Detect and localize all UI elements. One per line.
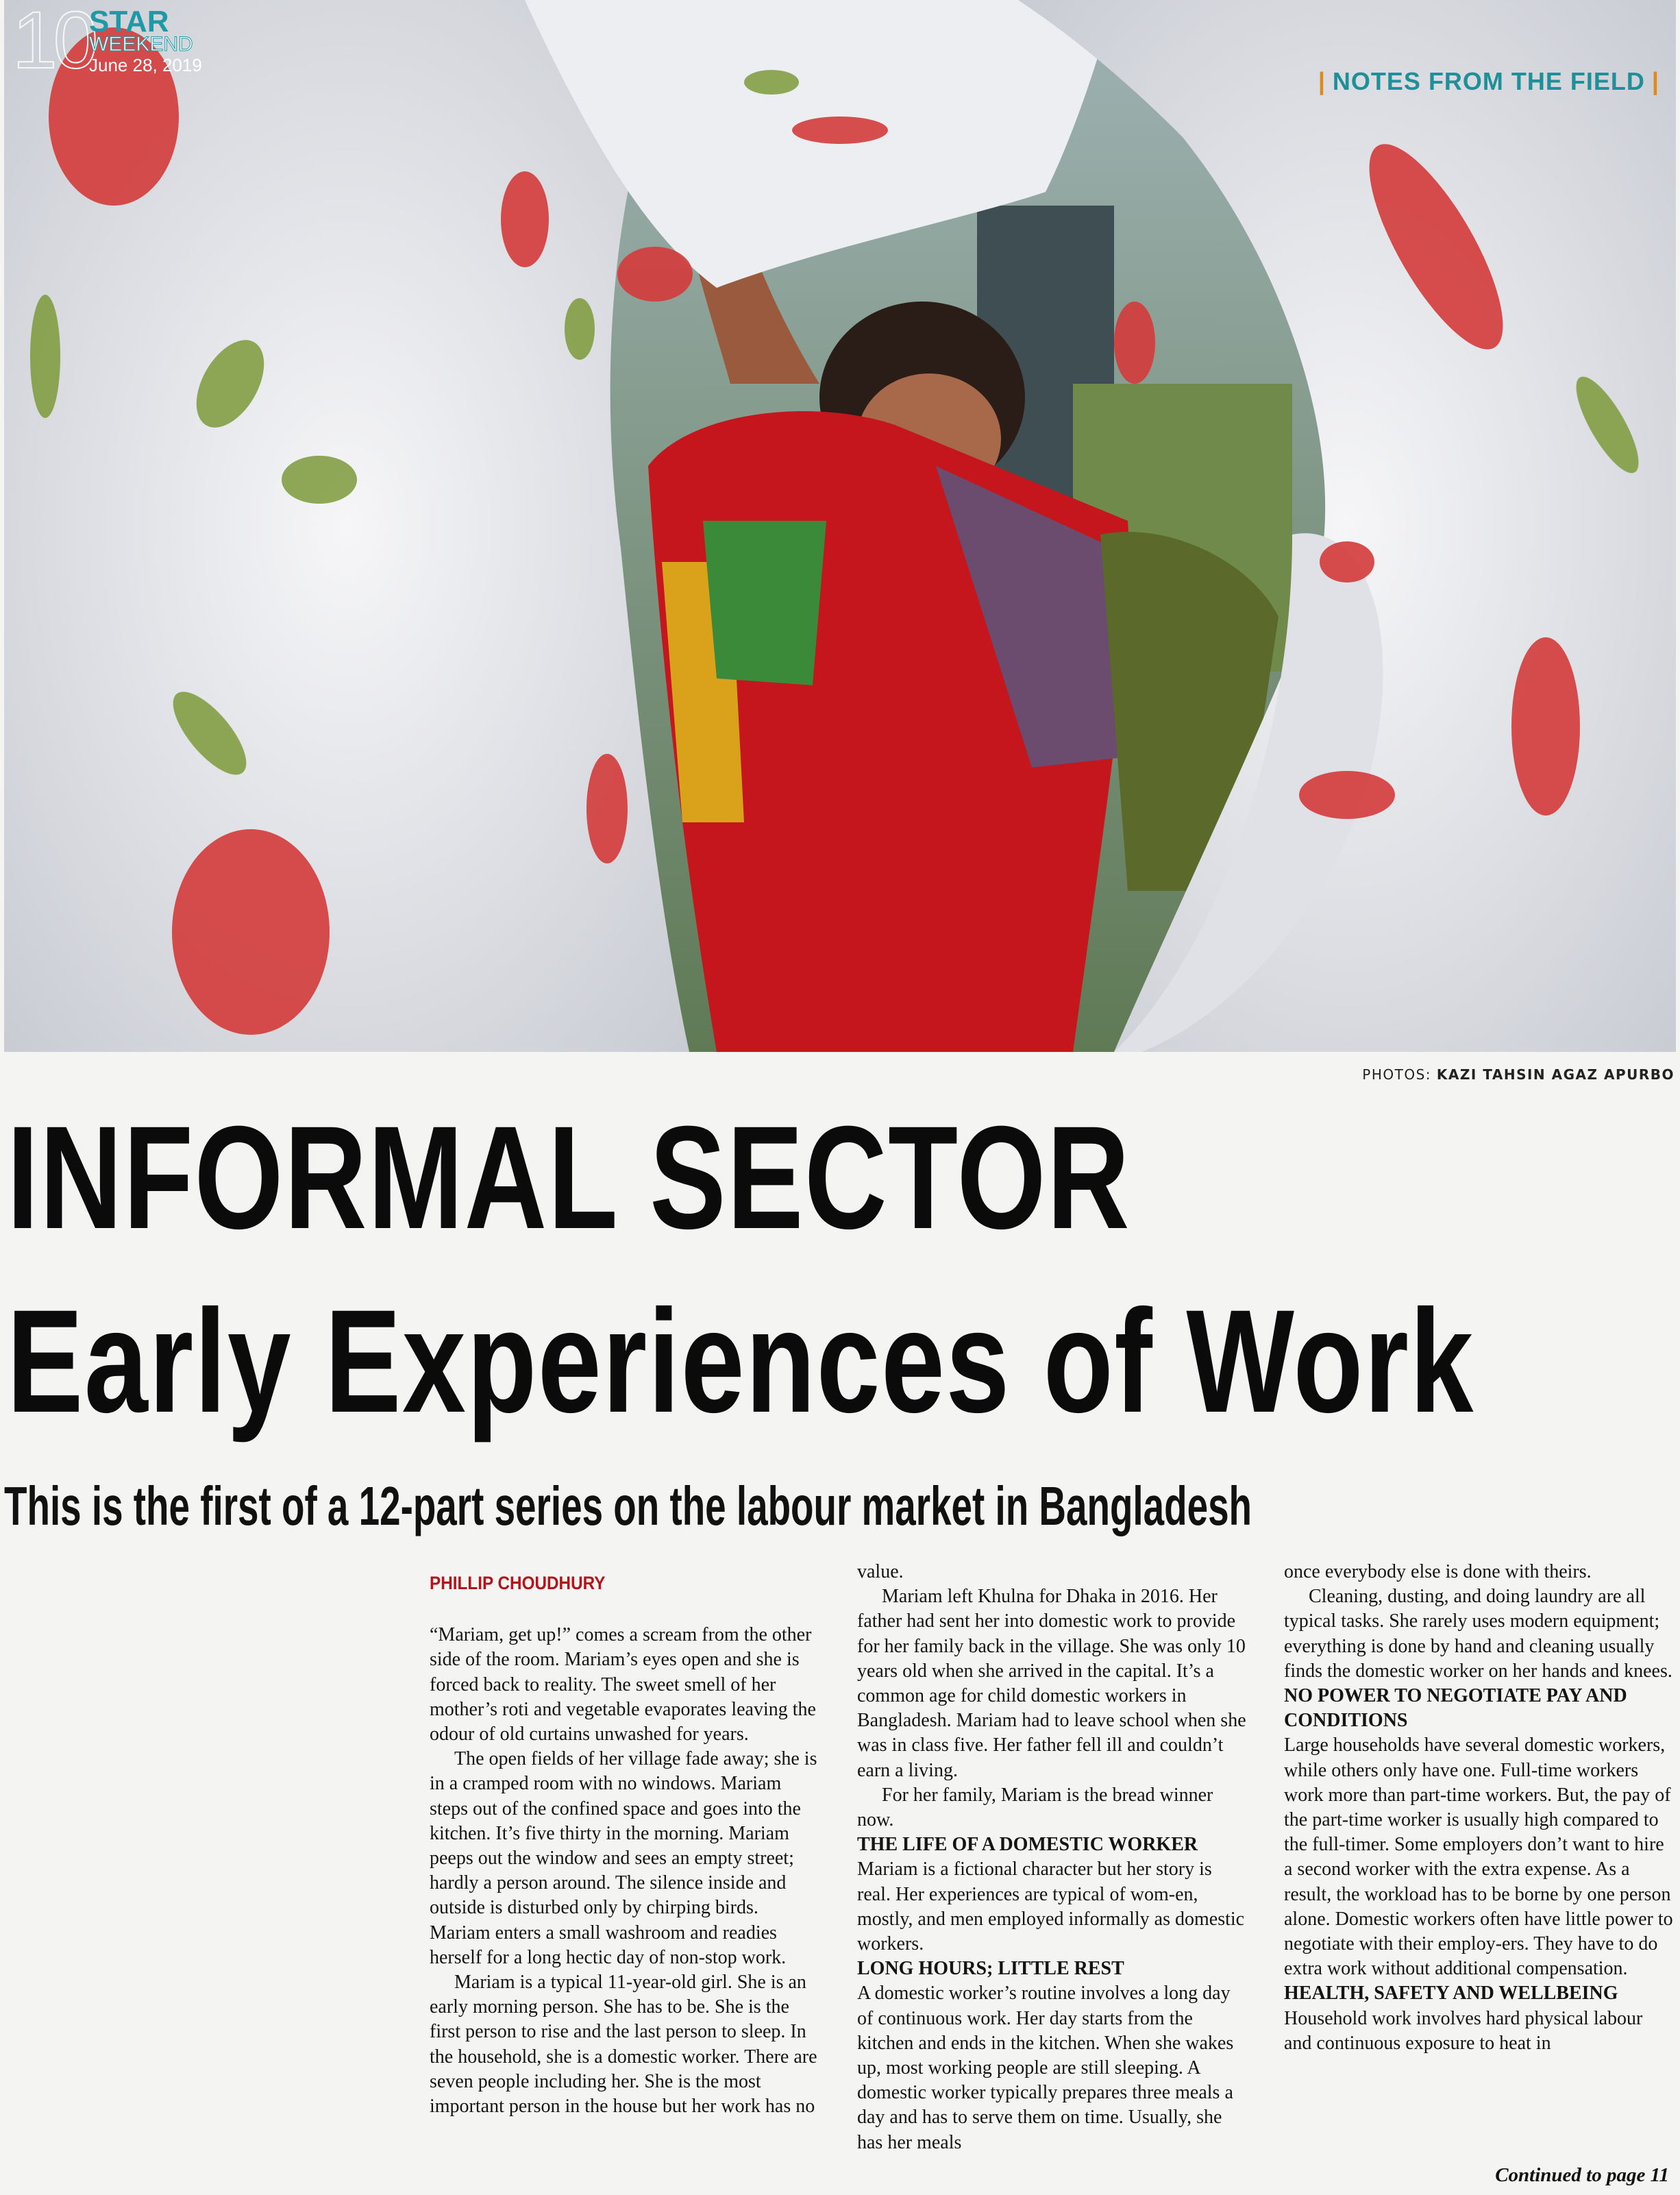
headline-line-1: INFORMAL SECTOR xyxy=(7,1096,1131,1260)
paragraph: For her family, Mariam is the bread winner now. xyxy=(857,1784,1213,1831)
paragraph: Large households have several domestic workers, while others only have one. Full-time workers work more than part-time workers. But, the pay of the part-time worker is usually high compared to the full-timer. Some employers don’t want to hire a second worker with the extra expense. As a result, the workload has to be borne by one person alone. Domestic workers often have little power to negotiate with their employ-ers. They have to do extra work without additional compensation. xyxy=(1284,1734,1673,1980)
paragraph: value. xyxy=(857,1561,904,1582)
standfirst: This is the first of a 12-part series on the labour market in Bangladesh xyxy=(4,1475,1252,1536)
page-number: 10 xyxy=(12,0,95,86)
section-divider-right: | xyxy=(1651,67,1659,95)
paragraph: A domestic worker’s routine involves a long day of continuous work. Her day starts from the kitchen and ends in the kitchen. When she wakes up, most working people are still sleeping. A domestic worker typically prepares three meals a day and has to serve them on time. Usually, she has her meals xyxy=(857,1983,1234,2153)
byline: PHILLIP CHOUDHURY xyxy=(430,1573,606,1593)
brand-logo-top: STAR xyxy=(89,5,169,38)
section-divider-left: | xyxy=(1318,67,1326,95)
subheading: HEALTH, SAFETY AND WELLBEING xyxy=(1284,1983,1618,2004)
subheading: THE LIFE OF A DOMESTIC WORKER xyxy=(857,1834,1198,1856)
paragraph: Cleaning, dusting, and doing laundry are all typical tasks. She rarely uses modern equipment; everything is done by hand and cleaning usually finds the domestic worker on her hands and knees. xyxy=(1284,1586,1672,1682)
photo-credit-name: KAZI TAHSIN AGAZ APURBO xyxy=(1436,1066,1675,1083)
brand-logo-bottom: WEEKEND xyxy=(89,33,193,56)
paragraph: Household work involves hard physical labour and continuous exposure to heat in xyxy=(1284,2007,1643,2054)
continued-jump-line: Continued to page 11 xyxy=(1495,2164,1669,2186)
issue-date: June 28, 2019 xyxy=(89,55,202,75)
paragraph: once everybody else is done with theirs. xyxy=(1284,1561,1592,1582)
lead-photo-illustration xyxy=(4,0,1676,1052)
article-column-3 xyxy=(1284,1560,1675,2056)
paragraph: Mariam is a typical 11-year-old girl. She is an early morning person. She has to be. She is the first person to rise and the last person to sleep. In the household, she is a domestic worker. There are seven people including her. She is the most important person in the house but her work has no xyxy=(430,1972,817,2118)
lead-photo xyxy=(4,0,1676,1052)
photo-credit xyxy=(1362,1066,1675,1083)
paragraph: Mariam is a fictional character but her story is real. Her experiences are typical of wom-en, mostly, and men employed informally as domestic workers. xyxy=(857,1859,1245,1955)
masthead xyxy=(12,0,232,86)
headline-line-2: Early Experiences of Work xyxy=(7,1279,1474,1443)
article-column-1 xyxy=(430,1560,820,2119)
photo-credit-prefix: PHOTOS: xyxy=(1362,1066,1432,1083)
subheading: LONG HOURS; LITTLE REST xyxy=(857,1958,1124,1980)
paragraph: The open fields of her village fade away; she is in a cramped room with no windows. Mariam steps out of the confined space and goes into the kitchen. It’s five thirty in the morning. Mariam peeps out the window and sees an empty street; hardly a person around. The silence inside and outside is disturbed only by chirping birds. Mariam enters a small washroom and readies herself for a long hectic day of non-stop work. xyxy=(430,1748,817,1968)
paragraph: “Mariam, get up!” comes a scream from the other side of the room. Mariam’s eyes open and she is forced back to reality. The sweet smell of her mother’s roti and vegetable evaporates leaving the odour of old curtains unwashed for years. xyxy=(430,1624,816,1745)
article-column-2 xyxy=(857,1560,1248,2155)
subheading: NO POWER TO NEGOTIATE PAY AND CONDITIONS xyxy=(1284,1685,1627,1732)
paragraph: Mariam left Khulna for Dhaka in 2016. Her father had sent her into domestic work to provide for her family back in the village. She was only 10 years old when she arrived in the capital. It’s a common age for child domestic workers in Bangladesh. Mariam had to leave school when she was in class five. Her father fell ill and couldn’t earn a living. xyxy=(857,1586,1246,1781)
section-label xyxy=(1311,67,1666,96)
section-label-text: NOTES FROM THE FIELD xyxy=(1332,67,1645,95)
